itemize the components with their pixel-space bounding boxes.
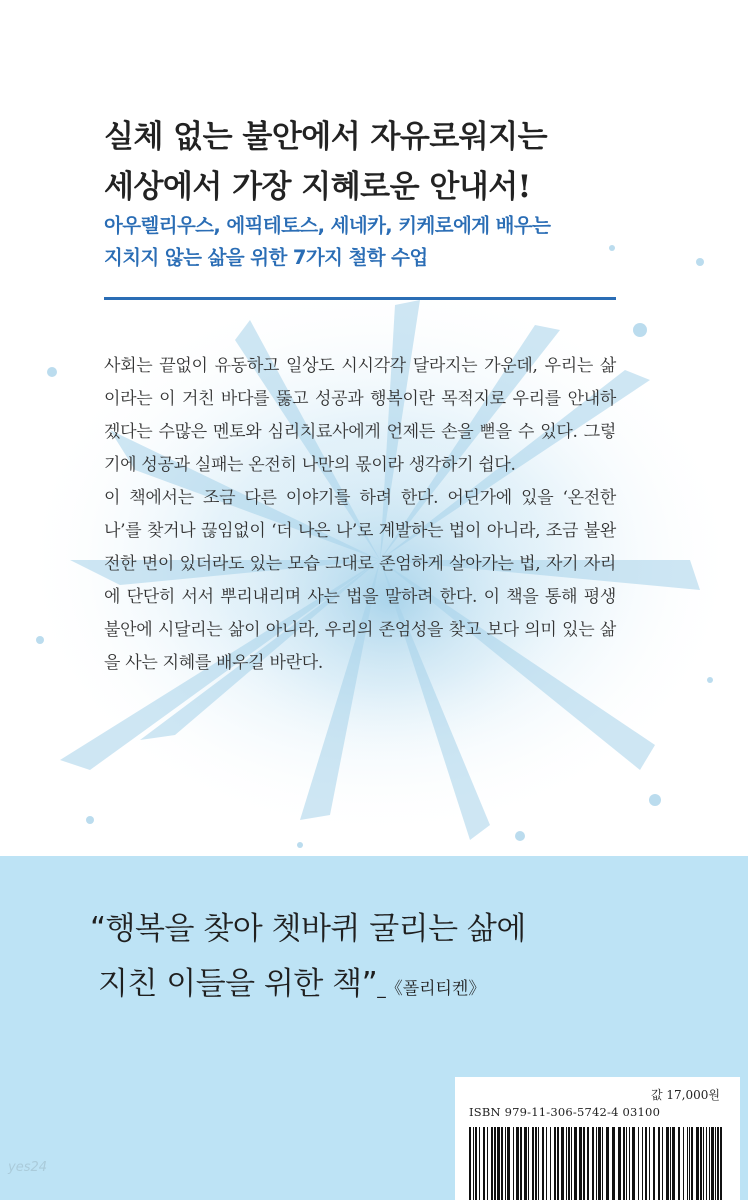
barcode-stripe (554, 1127, 556, 1200)
barcode-stripe (720, 1127, 722, 1200)
barcode-stripe (618, 1127, 621, 1200)
barcode-stripe (469, 1127, 471, 1200)
barcode-stripe (703, 1127, 704, 1200)
subtitle (104, 210, 664, 274)
headline-line-2: 세상에서 가장 지혜로운 안내서! (104, 169, 531, 205)
barcode-stripe (516, 1127, 519, 1200)
description-paragraph-1: 사회는 끝없이 유동하고 일상도 시시각각 달라지는 가운데, 우리는 삶이라는 이 거친 바다를 뚫고 성공과 행복이란 목적지로 우리를 안내하겠다는 수많은 멘토와 심리치료사에게 언제든 손을 뻗을 수 있다. 그렇기에 성공과 실패는 온전히 나만의 몫이라 생각하기 쉽다. (104, 356, 616, 475)
barcode-stripe (579, 1127, 582, 1200)
barcode-stripe (717, 1127, 719, 1200)
barcode-stripe (473, 1127, 474, 1200)
divider-rule (104, 297, 616, 300)
headline (104, 112, 664, 212)
watermark-logo: yes24 (8, 1160, 48, 1175)
barcode-stripe (687, 1127, 688, 1200)
barcode-stripe (638, 1127, 639, 1200)
barcode-stripe (711, 1127, 714, 1200)
barcode-stripe (592, 1127, 594, 1200)
barcode-stripe (542, 1127, 544, 1200)
barcode-stripe (602, 1127, 603, 1200)
barcode-stripe (487, 1127, 488, 1200)
headline-line-1: 실체 없는 불안에서 자유로워지는 (104, 119, 548, 155)
barcode-stripe (497, 1127, 500, 1200)
barcode-stripe (520, 1127, 522, 1200)
barcode-stripe (491, 1127, 493, 1200)
subtitle-line-1: 아우렐리우스, 에픽테토스, 세네카, 키케로에게 배우는 (104, 214, 551, 237)
quote-line-2-text: 지친 이들을 위한 책” (98, 966, 378, 1002)
barcode-stripe (670, 1127, 671, 1200)
barcode-stripe (706, 1127, 707, 1200)
barcode-stripe (629, 1127, 630, 1200)
barcode-stripe (683, 1127, 684, 1200)
price: 값 17,000원 (651, 1088, 720, 1102)
barcode-stripe (587, 1127, 589, 1200)
barcode-stripe (528, 1127, 529, 1200)
barcode-stripe (483, 1127, 485, 1200)
barcode-stripe (623, 1127, 625, 1200)
barcode-stripe (642, 1127, 643, 1200)
barcode-stripe (494, 1127, 496, 1200)
barcode-stripe (507, 1127, 510, 1200)
barcode-stripe (666, 1127, 669, 1200)
barcode-stripe (568, 1127, 570, 1200)
barcode-stripe (626, 1127, 627, 1200)
quote-line-1: “행복을 찾아 쳇바퀴 굴리는 삶에 (90, 911, 526, 947)
barcode-stripe (513, 1127, 514, 1200)
quote-source: _《폴리티켄》 (377, 979, 486, 999)
isbn: ISBN 979-11-306-5742-4 03100 (469, 1105, 661, 1119)
barcode-stripe (700, 1127, 702, 1200)
barcode-stripe (658, 1127, 660, 1200)
barcode-stripe (653, 1127, 655, 1200)
barcode-stripe (715, 1127, 716, 1200)
barcode-stripe (649, 1127, 650, 1200)
barcode-stripe (475, 1127, 477, 1200)
barcode-stripe (532, 1127, 534, 1200)
barcode-stripe (632, 1127, 635, 1200)
barcode-stripe (612, 1127, 615, 1200)
review-quote (90, 902, 650, 1017)
barcode-stripe (546, 1127, 547, 1200)
barcode-stripe (645, 1127, 647, 1200)
barcode-stripe (524, 1127, 527, 1200)
barcode-stripe (535, 1127, 537, 1200)
barcode-stripe (672, 1127, 675, 1200)
barcode-stripe (574, 1127, 577, 1200)
barcode-stripe (606, 1127, 609, 1200)
barcode-stripe (596, 1127, 597, 1200)
barcode-stripe (561, 1127, 564, 1200)
barcode-stripe (501, 1127, 503, 1200)
barcode-stripe (550, 1127, 551, 1200)
barcode-stripe (571, 1127, 572, 1200)
barcode-stripe (505, 1127, 506, 1200)
barcode-stripe (583, 1127, 585, 1200)
barcode-stripe (662, 1127, 663, 1200)
barcode-stripe (709, 1127, 710, 1200)
barcode-stripe (479, 1127, 480, 1200)
quote-line-2 (90, 957, 650, 1017)
barcode-label (455, 1077, 740, 1200)
barcode-stripe (566, 1127, 567, 1200)
description-paragraph-2: 이 책에서는 조금 다른 이야기를 하려 한다. 어딘가에 있을 ‘온전한 나’를 찾거나 끊임없이 ‘더 나은 나’로 계발하는 법이 아니라, 조금 불완전한 면이 있더라도 있는 모습 그대로 존엄하게 살아가는 법, 자기 자리에 단단히 서서 뿌리내리며 사는 법을 말하려 한다. 이 책을 통해 평생 불안에 시달리는 삶이 아니라, 우리의 존엄성을 찾고 보다 의미 있는 삶을 사는 지혜를 배우길 바란다. (104, 488, 616, 673)
subtitle-line-2: 지치지 않는 삶을 위한 7가지 철학 수업 (104, 246, 428, 269)
barcode-stripe (557, 1127, 559, 1200)
book-description (104, 350, 616, 680)
barcode-stripe (691, 1127, 693, 1200)
barcode-bars (469, 1127, 725, 1200)
barcode-stripe (689, 1127, 690, 1200)
barcode-stripe (696, 1127, 699, 1200)
barcode-stripe (538, 1127, 539, 1200)
barcode-stripe (678, 1127, 680, 1200)
barcode-stripe (598, 1127, 601, 1200)
